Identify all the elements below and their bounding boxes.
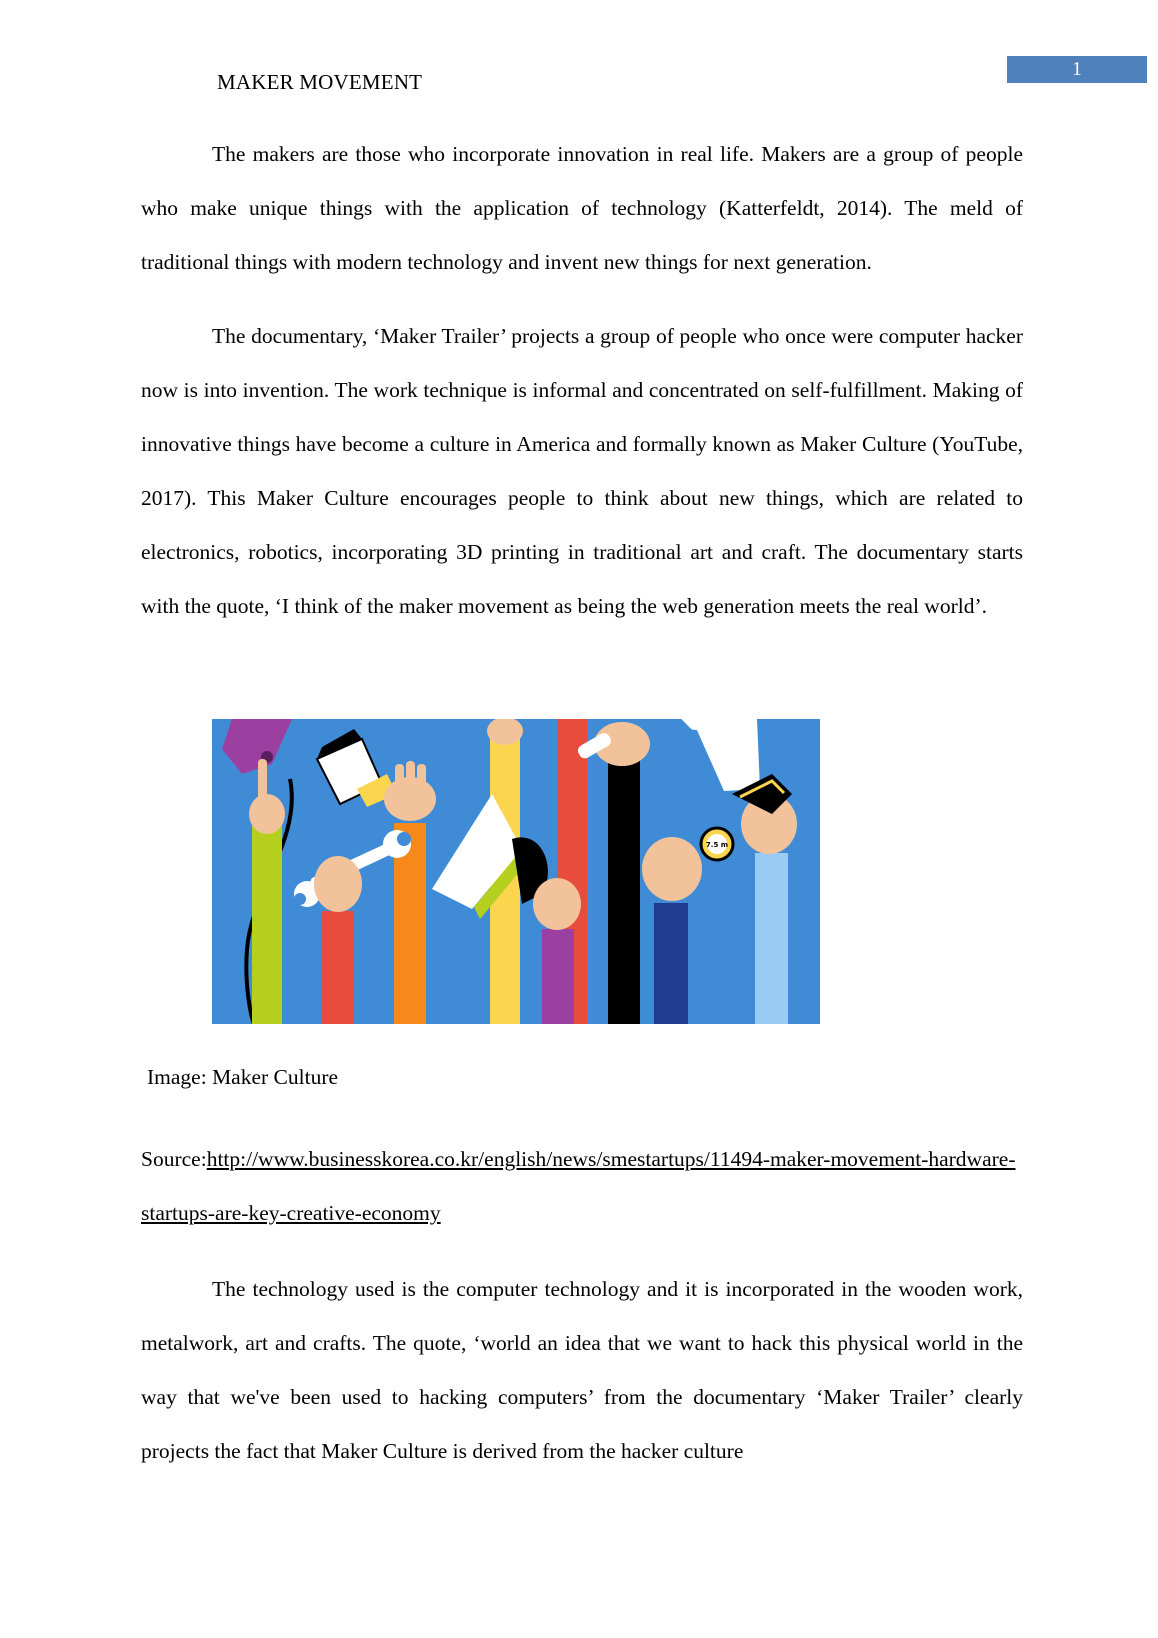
maker-culture-image [212,719,820,1024]
source-link[interactable]: http://www.businesskorea.co.kr/english/news/smestartups/11494-maker-movement-hardware-startups-are-key-creative-economy [141,1147,1016,1225]
figure-source [141,1132,1023,1240]
running-head: MAKER MOVEMENT [217,70,423,94]
tape-measure-label: 7.5 m [705,841,729,849]
page-number: 1 [1007,56,1147,83]
source-label: Source: [141,1147,207,1171]
paragraph-3: The technology used is the computer technology and it is incorporated in the wooden work, metalwork, art and crafts. The quote, ‘world an idea that we want to hack this physical world in the way that we've been used to hacking computers’ from the documentary ‘Maker Trailer’ clearly projects the fact that Maker Culture is derived from the hacker culture [141,1277,1023,1463]
figure-caption: Image: Maker Culture [147,1065,339,1089]
paragraph-2: The documentary, ‘Maker Trailer’ projects a group of people who once were computer hacker now is into invention. The work technique is informal and concentrated on self-fulfillment. Making of innovative things have become a culture in America and formally known as Maker Culture (YouTube, 2017). This Maker Culture encourages people to think about new things, which are related to electronics, robotics, incorporating 3D printing in traditional art and craft. The documentary starts with the quote, ‘I think of the maker movement as being the web generation meets the real world’. [141,324,1023,618]
paragraph-1: The makers are those who incorporate innovation in real life. Makers are a group of people who make unique things with the application of technology (Katterfeldt, 2014). The meld of traditional things with modern technology and invent new things for next generation. [141,142,1023,274]
